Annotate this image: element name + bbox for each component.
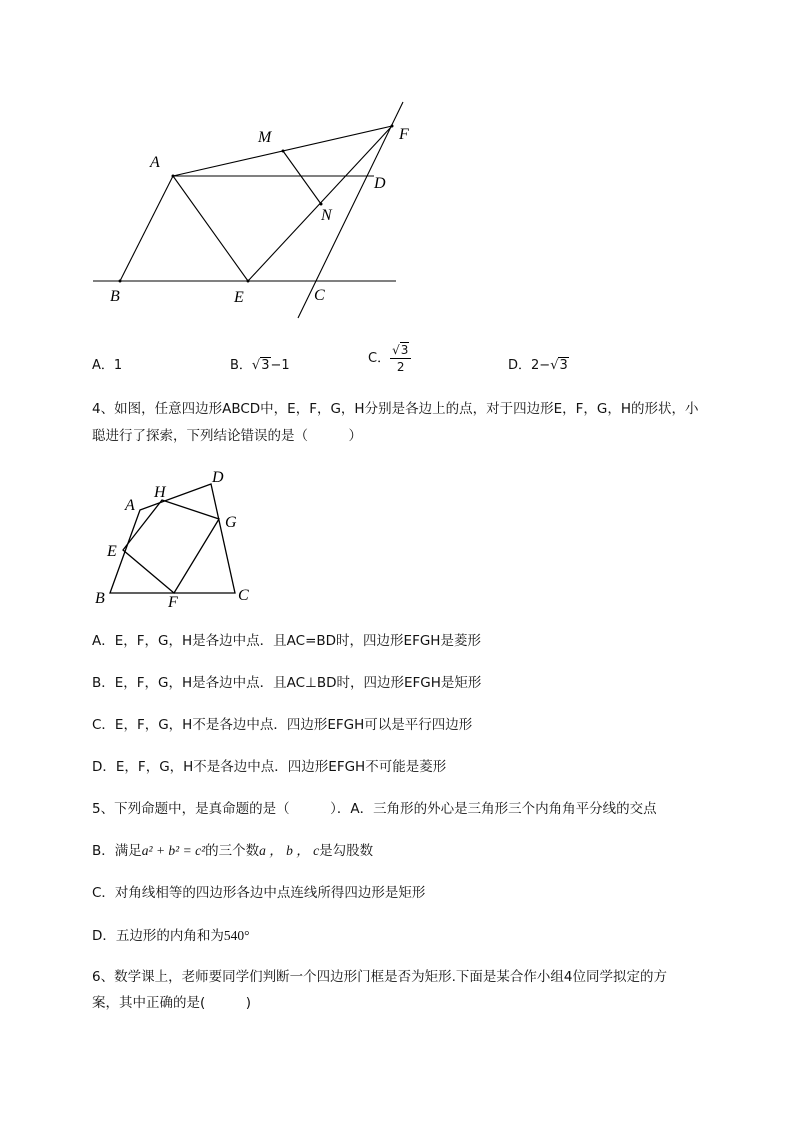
q6-stem-line-1: 6、数学课上，老师要同学们判断一个四边形门框是否为矩形.下面是某合作小组4位同学拟定的方	[92, 969, 667, 985]
label-b: B	[110, 288, 120, 305]
fraction-sqrt3-over-2: $\frac{√3}{2}$	[390, 342, 411, 375]
q5-option-c: C．对角线相等的四边形各边中点连线所得四边形是矩形	[92, 885, 426, 901]
fig2-label-a: A	[125, 497, 135, 514]
label-c: C	[314, 287, 325, 304]
label-a: A	[150, 154, 160, 171]
q4-option-c: C．E，F，G，H不是各边中点．四边形EFGH可以是平行四边形	[92, 717, 473, 733]
fig2-label-b: B	[95, 590, 105, 607]
label-n: N	[321, 207, 332, 224]
fig2-label-f: F	[168, 594, 178, 611]
q4-stem-line-1: 4、如图，任意四边形ABCD中，E，F，G，H分别是各边上的点，对于四边形E，F，G，H的形状，小	[92, 401, 699, 417]
q5-stem: 5、下列命题中，是真命题的是（ ）．A．三角形的外心是三角形三个内角角平分线的交点	[92, 801, 657, 817]
quadrilateral-efgh	[123, 500, 219, 593]
pythagorean-formula: a² + b² = c²	[141, 843, 206, 858]
q5-option-b: B．满足a² + b² = c²的三个数a ， b ， c是勾股数	[92, 843, 374, 859]
q5-option-d: D．五边形的内角和为540°	[92, 928, 250, 944]
label-d: D	[374, 175, 386, 192]
fig2-label-c: C	[238, 587, 249, 604]
fig2-label-d: D	[212, 469, 224, 486]
label-e: E	[234, 289, 244, 306]
q4-option-d: D．E，F，G，H不是各边中点．四边形EFGH不可能是菱形	[92, 759, 447, 775]
label-f: F	[399, 126, 409, 143]
q3-option-a: A．1	[92, 358, 123, 373]
q6-stem-line-2: 案，其中正确的是( )	[92, 995, 252, 1011]
q3-option-c: C． $\frac{√3}{2}$	[368, 342, 411, 375]
q4-option-a: A．E，F，G，H是各边中点．且AC=BD时，四边形EFGH是菱形	[92, 633, 481, 649]
fig2-label-g: G	[225, 514, 237, 531]
fig2-label-h: H	[154, 484, 166, 501]
q3-option-b: B．√3−1	[230, 358, 290, 373]
label-m: M	[258, 129, 272, 146]
fig2-label-e: E	[107, 543, 117, 560]
q4-option-b: B．E，F，G，H是各边中点．且AC⊥BD时，四边形EFGH是矩形	[92, 675, 482, 691]
q4-stem-line-2: 聪进行了探索，下列结论错误的是（ ）	[92, 428, 362, 444]
q3-option-d: D．2−√3	[508, 358, 568, 373]
